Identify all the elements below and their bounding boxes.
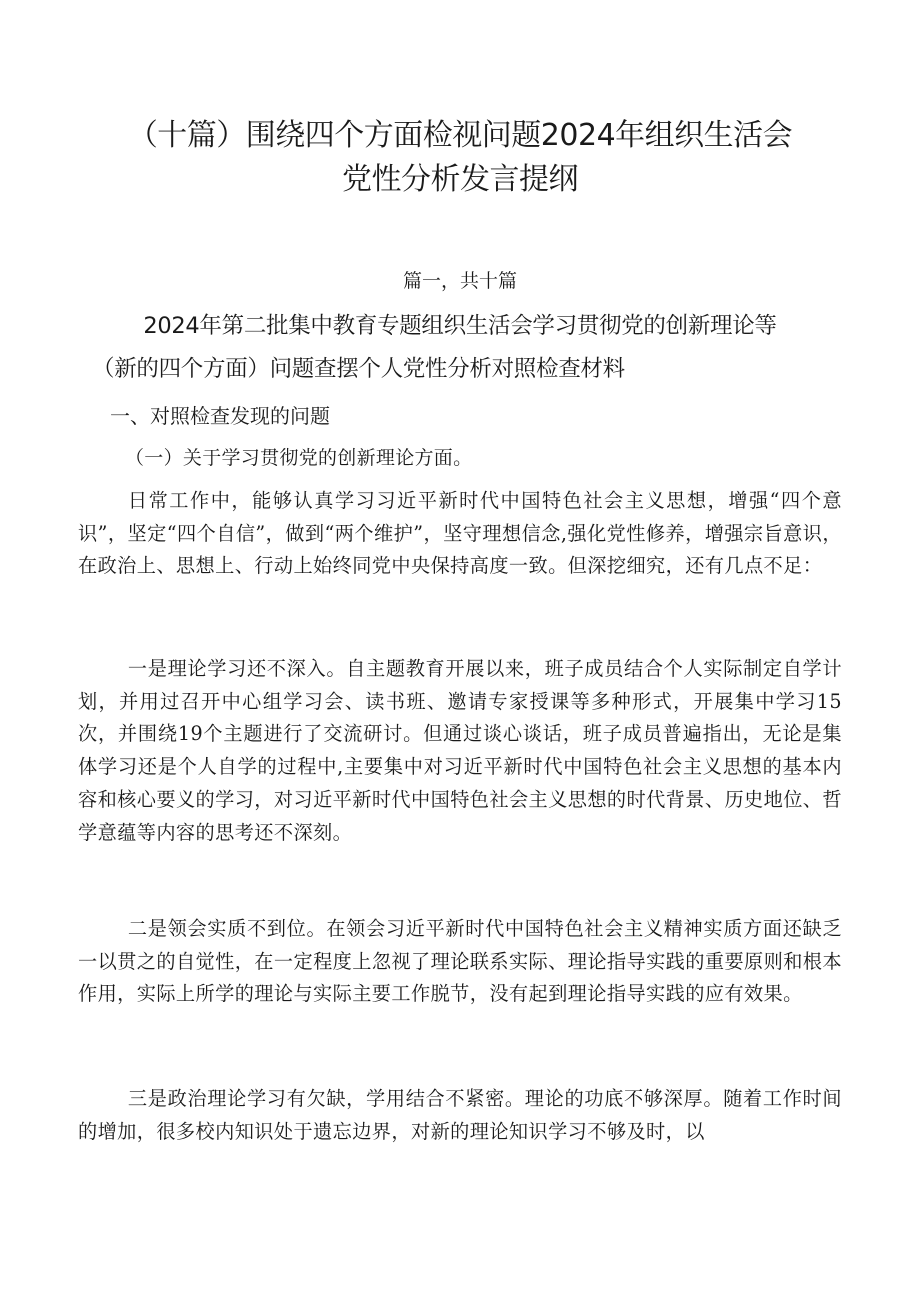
sub-heading: （一）关于学习贯彻党的创新理论方面。: [125, 447, 473, 469]
paragraph-2: 一是理论学习还不深入。自主题教育开展以来，班子成员结合个人实际制定自学计划，并用过召开中心组学习会、读书班、邀请专家授课等多种形式，开展集中学习15次，并围绕19个主题进行了交流研讨。但通过谈心谈话，班子成员普遍指出，无论是集体学习还是个人自学的过程中,主要集中对习近平新时代中国特色社会主义思想的基本内容和核心要义的学习，对习近平新时代中国特色社会主义思想的时代背景、历史地位、哲学意蕴等内容的思考还不深刻。: [78, 657, 842, 844]
paragraph-4: 三是政治理论学习有欠缺，学用结合不紧密。理论的功底不够深厚。随着工作时间的增加，很多校内知识处于遗忘边界，对新的理论知识学习不够及时，以: [78, 1087, 842, 1143]
document-title-line-2: 党性分析发言提纲: [342, 162, 578, 197]
subtitle-line-2: （新的四个方面）问题查摆个人党性分析对照检查材料: [92, 356, 625, 382]
subtitle-line-1: 2024年第二批集中教育专题组织生活会学习贯彻党的创新理论等: [143, 313, 777, 339]
paragraph-1: 日常工作中，能够认真学习习近平新时代中国特色社会主义思想，增强“四个意识”，坚定“四个自信”，做到“两个维护”，坚守理想信念,强化党性修养，增强宗旨意识，在政治上、思想上、行动上始终同党中央保持高度一致。但深挖细究，还有几点不足：: [78, 489, 842, 578]
paragraph-3: 二是领会实质不到位。在领会习近平新时代中国特色社会主义精神实质方面还缺乏一以贯之的自觉性，在一定程度上忽视了理论联系实际、理论指导实践的重要原则和根本作用，实际上所学的理论与实际主要工作脱节，没有起到理论指导实践的应有效果。: [78, 917, 842, 1006]
section-heading: 一、对照检查发现的问题: [110, 404, 330, 428]
document-title-line-1: （十篇）围绕四个方面检视问题2024年组织生活会: [127, 118, 793, 153]
chapter-label: 篇一，共十篇: [402, 270, 517, 292]
